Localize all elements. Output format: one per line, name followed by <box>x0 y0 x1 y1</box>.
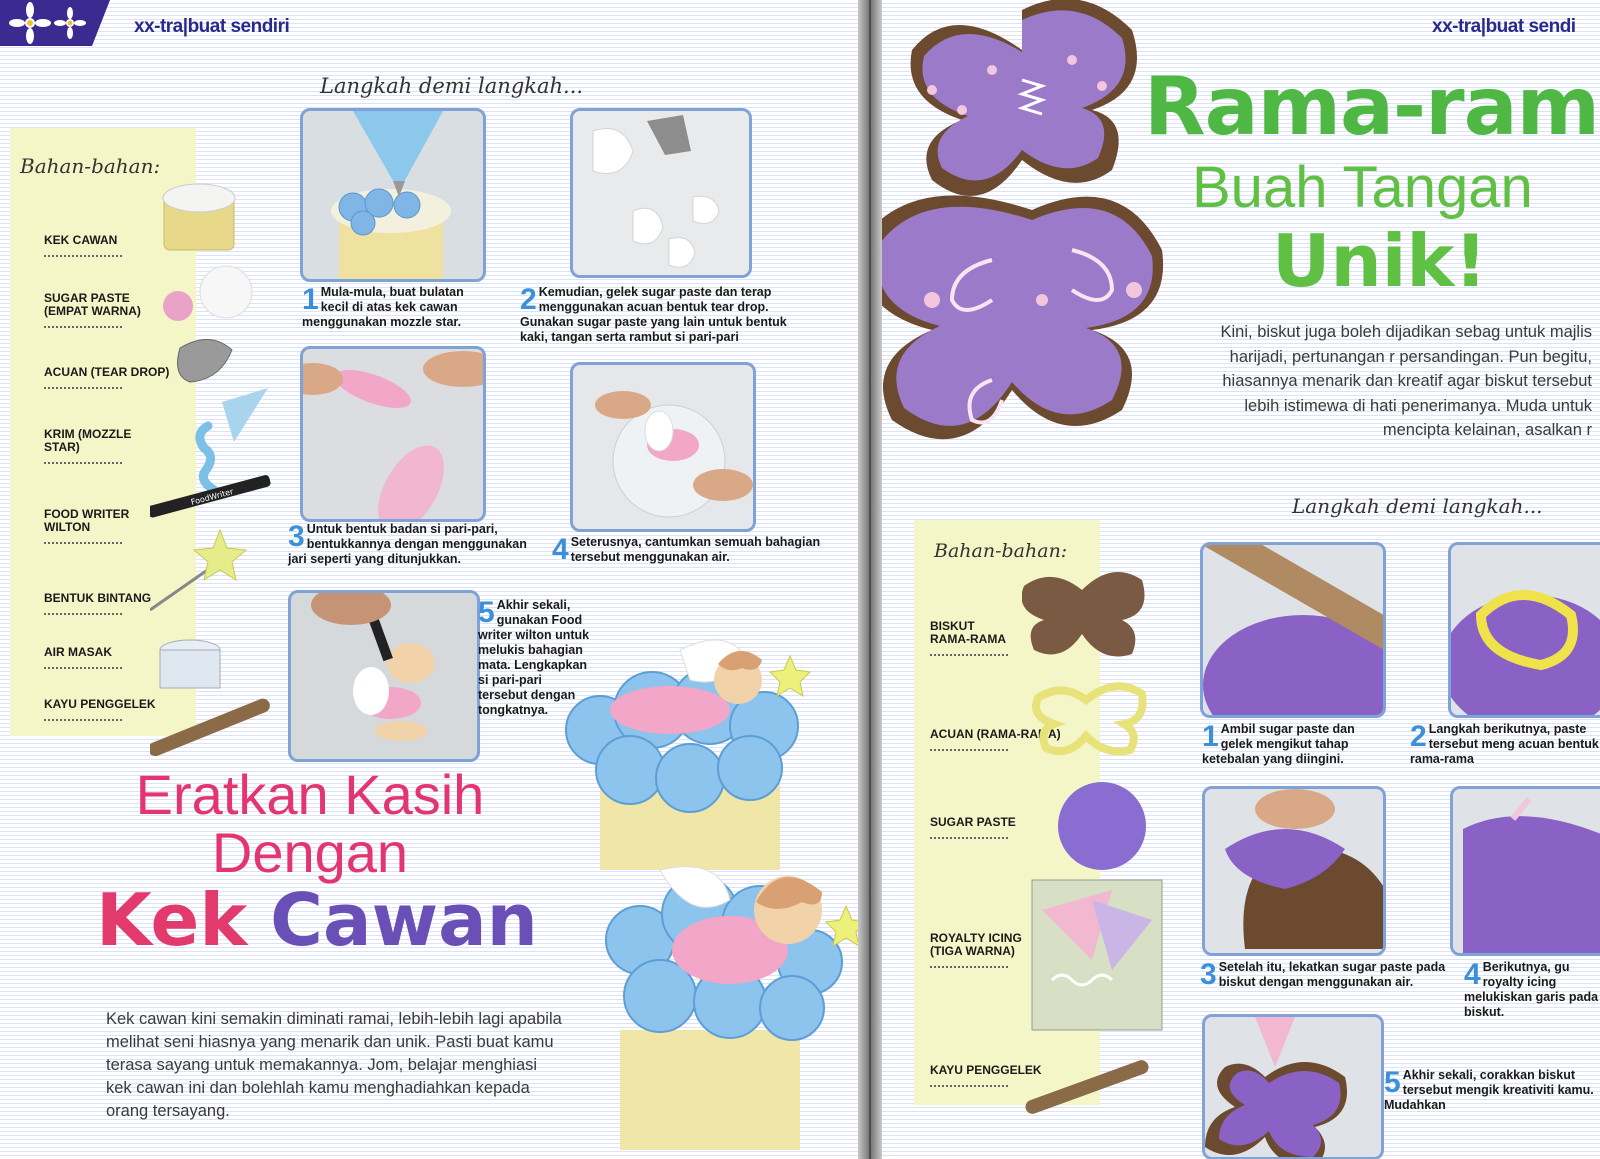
ingredient-item: ROYALTY ICING (TIGA WARNA) <box>930 932 1030 968</box>
piping-bag-image <box>200 388 268 490</box>
ingredient-illustrations <box>150 180 280 760</box>
right-step-4-photo <box>1450 786 1600 956</box>
right-step-5-photo <box>1202 1014 1384 1159</box>
sugar-paste-balls-image <box>163 266 252 321</box>
rolling-pin-image <box>1024 1058 1151 1116</box>
section-header: xx-tra|buat sendi <box>1432 16 1576 37</box>
step-5-text: 5 Akhir sekali, gunakan Food writer wilton untuk melukis bahagian mata. Lengkapkan si pari-pari tersebut dengan tongkatnya. <box>478 596 590 717</box>
step-3-photo <box>300 346 486 522</box>
step-1-text: 1 Mula-mula, buat bulatan kecil di atas kek cawan menggunakan mozzle star. <box>302 283 464 329</box>
fairy-assembly-image <box>573 365 753 529</box>
magazine-spine <box>858 0 882 1159</box>
right-page <box>882 0 1600 1159</box>
title-line-1: Eratkan Kasih <box>135 763 485 826</box>
rolling-pin-image <box>150 697 272 759</box>
ingredient-item: ACUAN (RAMA-RAMA) <box>930 728 1070 751</box>
right-step-2-text: 2 Langkah berikutnya, paste tersebut meng acuan bentuk rama-rama <box>1410 720 1599 766</box>
fairy-cupcakes-image <box>560 610 858 1150</box>
attaching-paste-image <box>1205 789 1383 953</box>
right-steps-heading: Langkah demi langkah... <box>1292 494 1543 518</box>
intro-paragraph: Kek cawan kini semakin diminati ramai, lebih-lebih lagi apabila melihat seni hiasnya yang menarik dan unik. Pasti buat kamu terasa sayang untuk memakannya. Jom, belajar menghiasi kek cawan ini dan bolehlah kamu menghadiahkan kepada orang tersayang. <box>106 1010 562 1120</box>
cupcake-cup-image <box>163 184 235 250</box>
ingredient-item: KAYU PENGGELEK <box>44 698 156 721</box>
right-ingredients-heading: Bahan-bahan: <box>934 540 1068 562</box>
ingredient-item: KAYU PENGGELEK <box>930 1064 1042 1087</box>
right-step-3-photo <box>1202 786 1386 956</box>
fairy-body-shaping-image <box>303 349 483 519</box>
butterfly-biscuit-image <box>1022 572 1145 657</box>
drawing-icing-image <box>1453 789 1600 953</box>
right-subtitle-2: Unik! <box>1272 219 1488 303</box>
ingredient-item: KEK CAWAN <box>44 234 122 257</box>
butterfly-cookie-bottom <box>882 195 1163 439</box>
step-4-photo <box>570 362 756 532</box>
fairy-drawing-image <box>291 593 477 759</box>
ingredient-item: BENTUK BINTANG <box>44 592 151 615</box>
right-step-3-text: 3 Setelah itu, lekatkan sugar paste pada biskut dengan menggunakan air. <box>1200 958 1446 991</box>
title-word-kek: Kek <box>96 878 248 962</box>
food-writer-pen-image <box>150 474 271 518</box>
ingredient-item: BISKUT RAMA-RAMA <box>930 620 1010 656</box>
rolling-purple-paste-image <box>1203 545 1383 715</box>
right-step-1-text: 1 Ambil sugar paste dan gelek mengikut tahap ketebalan yang diingini. <box>1202 720 1355 766</box>
step-4-text: 4 Seterusnya, cantumkan semuah bahagian tersebut menggunakan air. <box>552 533 821 566</box>
water-cup-image <box>160 640 220 688</box>
ingredient-item: SUGAR PASTE <box>930 816 1016 839</box>
step-1-photo <box>300 108 486 282</box>
right-intro-paragraph: Kini, biskut juga boleh dijadikan sebag untuk majlis harijadi, pertunangan r persandingan. Pun begitu, hiasannya menarik dan kreatif agar biskut tersebut lebih istimewa di hati penerimanya. Muda untuk mencipta kelainan, asalkan r <box>1220 323 1592 439</box>
right-step-2-photo <box>1448 542 1600 718</box>
step-2-text: 2 Kemudian, gelek sugar paste dan terap menggunakan acuan bentuk tear drop. Gunakan sugar paste yang lain untuk bentuk kaki, tangan serta rambut si pari-pari <box>520 283 787 344</box>
step-3-text: 3 Untuk bentuk badan si pari-pari, bentukkannya dengan menggunakan jari seperti yang ditunjukkan. <box>288 520 527 566</box>
step-5-photo <box>288 590 480 762</box>
ingredient-item: KRIM (MOZZLE STAR) <box>44 428 144 464</box>
royal-icing-photo <box>1032 880 1162 1030</box>
title-word-cawan: Cawan <box>270 878 538 962</box>
ingredient-item: AIR MASAK <box>44 646 122 669</box>
ingredient-item: ACUAN (TEAR DROP) <box>44 366 174 389</box>
svg-text:FoodWriter: FoodWriter <box>189 486 235 507</box>
teardrop-cutting-image <box>573 111 749 275</box>
right-title: Rama-ram <box>1144 60 1599 153</box>
butterfly-cutter-image <box>1036 686 1143 751</box>
ingredient-item: SUGAR PASTE (EMPAT WARNA) <box>44 292 154 328</box>
decorating-cookie-image <box>1205 1017 1381 1157</box>
star-wand-image <box>150 530 246 610</box>
section-header: xx-tra|buat sendiri <box>134 16 290 37</box>
header-bar <box>0 0 858 46</box>
butterfly-cookie-top <box>911 0 1137 196</box>
flower-logo-icon <box>0 0 110 46</box>
purple-sugar-paste-image <box>1058 782 1146 870</box>
right-step-4-text: 4 Berikutnya, gu royalty icing melukiskan garis pada biskut. <box>1464 958 1599 1019</box>
step-2-photo <box>570 108 752 278</box>
title-big-words <box>96 880 538 960</box>
cupcake-piping-image <box>303 111 483 279</box>
right-ingredient-illustrations <box>1022 560 1172 1120</box>
ingredients-heading: Bahan-bahan: <box>20 154 161 178</box>
cutting-butterfly-image <box>1451 545 1600 715</box>
right-subtitle-1: Buah Tangan <box>1192 155 1533 220</box>
right-step-1-photo <box>1200 542 1386 718</box>
title-line-2: Dengan <box>211 821 409 884</box>
steps-heading: Langkah demi langkah... <box>320 74 584 98</box>
right-step-5-text: 5 Akhir sekali, corakkan biskut tersebut mengik kreativiti kamu. Mudahkan <box>1384 1066 1594 1112</box>
teardrop-cutter-image <box>178 339 232 382</box>
ingredient-item: FOOD WRITER WILTON <box>44 508 144 544</box>
